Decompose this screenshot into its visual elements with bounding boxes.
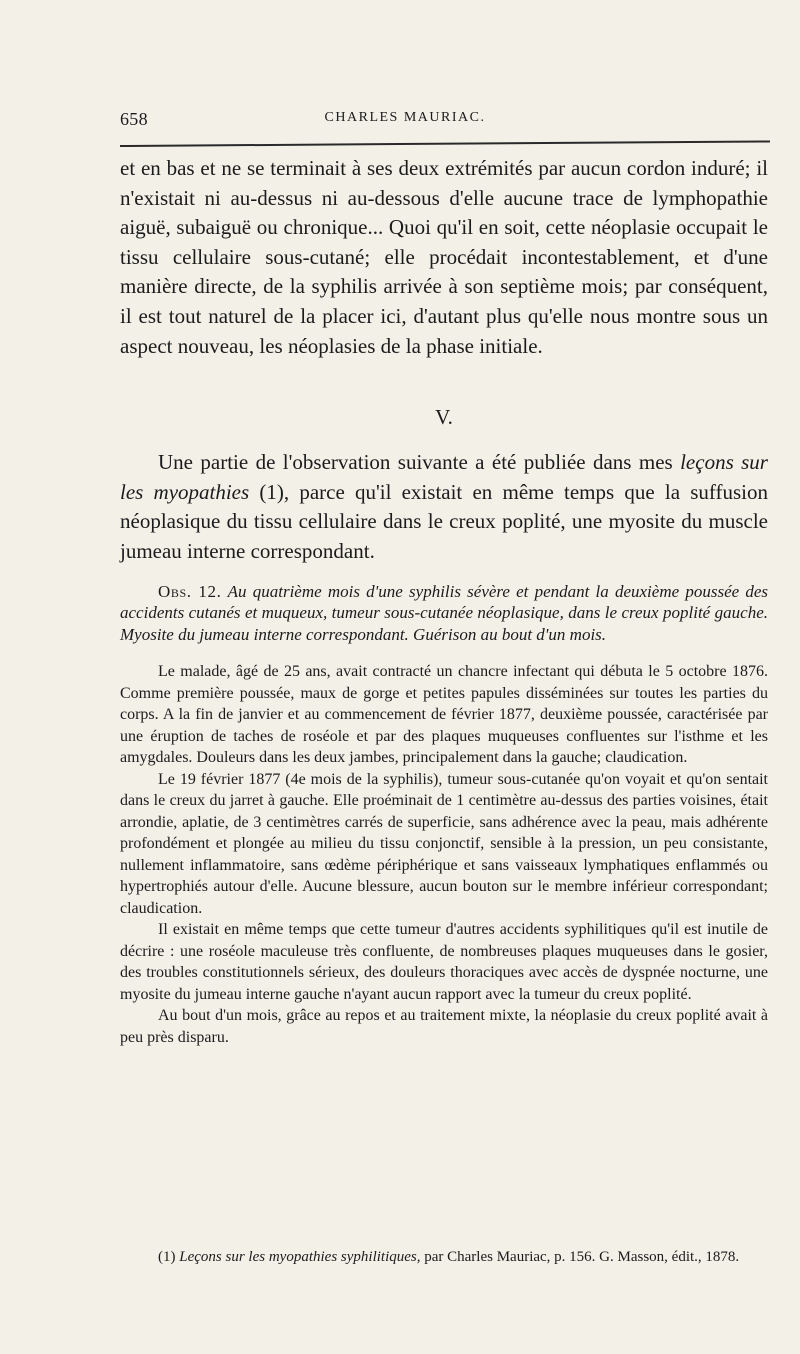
page-number: 658 (120, 109, 148, 129)
observation-paragraph-4: Au bout d'un mois, grâce au repos et au traitement mixte, la néoplasie du creux poplité avait à peu près disparu. (120, 1007, 768, 1046)
footnote (120, 1247, 768, 1268)
paragraph-introduction (120, 448, 768, 566)
observation-paragraph-2: Le 19 février 1877 (4e mois de la syphilis), tumeur sous-cutanée qu'on voyait et qu'on sentait dans le creux du jarret à gauche. Elle proéminait de 1 centimètre au-dessus des parties voisines, était arrondie, aplatie, de 3 centimètres carrés de superficie, sans adhérence avec la peau, mais adhérente profondément et plongée au milieu du tissu conjonctif, sensible à la pression, un peu consistante, nullement inflammatoire, sans œdème périphérique et sans vaisseaux lymphatiques enflammés ou hypertrophiés autour d'elle. Aucune blessure, aucun bouton sur le membre inférieur correspondant; claudication. (120, 770, 768, 917)
observation-title: Au quatrième mois d'une syphilis sévère et pendant la deuxième poussée des accidents cutanés et muqueux, tumeur sous-cutanée néoplasique, dans le creux poplité gauche. Myosite du jumeau interne correspondant. Guérison au bout d'un mois. (120, 581, 769, 644)
footnote-title: Leçons sur les myopathies syphilitiques (179, 1249, 417, 1265)
paragraph-continuation: et en bas et ne se terminait à ses deux extrémités par aucun cordon induré; il n'existait ni au-dessus ni au-dessous d'elle aucune trace de lymphopathie aiguë, subaiguë ou chronique... Quoi qu'il en soit, cette néoplasie occupait le tissu cellulaire sous-cutané; elle procédait incontestablement, et d'une manière directe, de la syphilis arrivée à son septième mois; par conséquent, il est tout naturel de la placer ici, d'autant plus qu'elle nous montre sous un aspect nouveau, les néoplasies de la phase initiale. (120, 156, 768, 358)
section-heading: V. (435, 405, 453, 430)
header-rule (120, 140, 770, 147)
page-header (120, 109, 760, 133)
footnote-marker: (1) (158, 1249, 176, 1265)
paragraph-introduction-end: (1), parce qu'il existait en même temps que la suffusion néoplasique du tissu cellulaire dans le creux poplité, une myosite du muscle jumeau interne correspondant. (120, 479, 768, 563)
observation-label: Obs. 12. (158, 581, 222, 601)
main-text (120, 154, 768, 1048)
running-head: CHARLES MAURIAC. (324, 110, 486, 125)
paragraph-introduction-italic: leçons sur les myopathies (120, 450, 768, 504)
observation-paragraph-3: Il existait en même temps que cette tumeur d'autres accidents syphilitiques qu'il est inutile de décrire : une roséole maculeuse très confluente, de nombreuses plaques muqueuses dans le gosier, des troubles constitutionnels sérieux, des douleurs thoraciques avec accès de dyspnée nocturne, une myosite du jumeau interne gauche n'ayant aucun rapport avec la tumeur du creux poplité. (120, 921, 768, 1003)
paragraph-introduction-start: Une partie de l'observation suivante a été publiée dans mes (158, 450, 681, 475)
observation-heading (120, 581, 768, 646)
observation-paragraph-1: Le malade, âgé de 25 ans, avait contracté un chancre infectant qui débuta le 5 octobre 1876. Comme première poussée, maux de gorge et petites papules disséminées sur toutes les parties du corps. A la fin de janvier et au commencement de février 1877, deuxième poussée, caractérisée par une éruption de taches de roséole et par des plaques muqueuses confluentes sur l'isthme et les amygdales. Douleurs dans les deux jambes, principalement dans la gauche; claudication. (120, 663, 768, 767)
footnote-reference: , par Charles Mauriac, p. 156. G. Masson, édit., 1878. (416, 1249, 740, 1265)
